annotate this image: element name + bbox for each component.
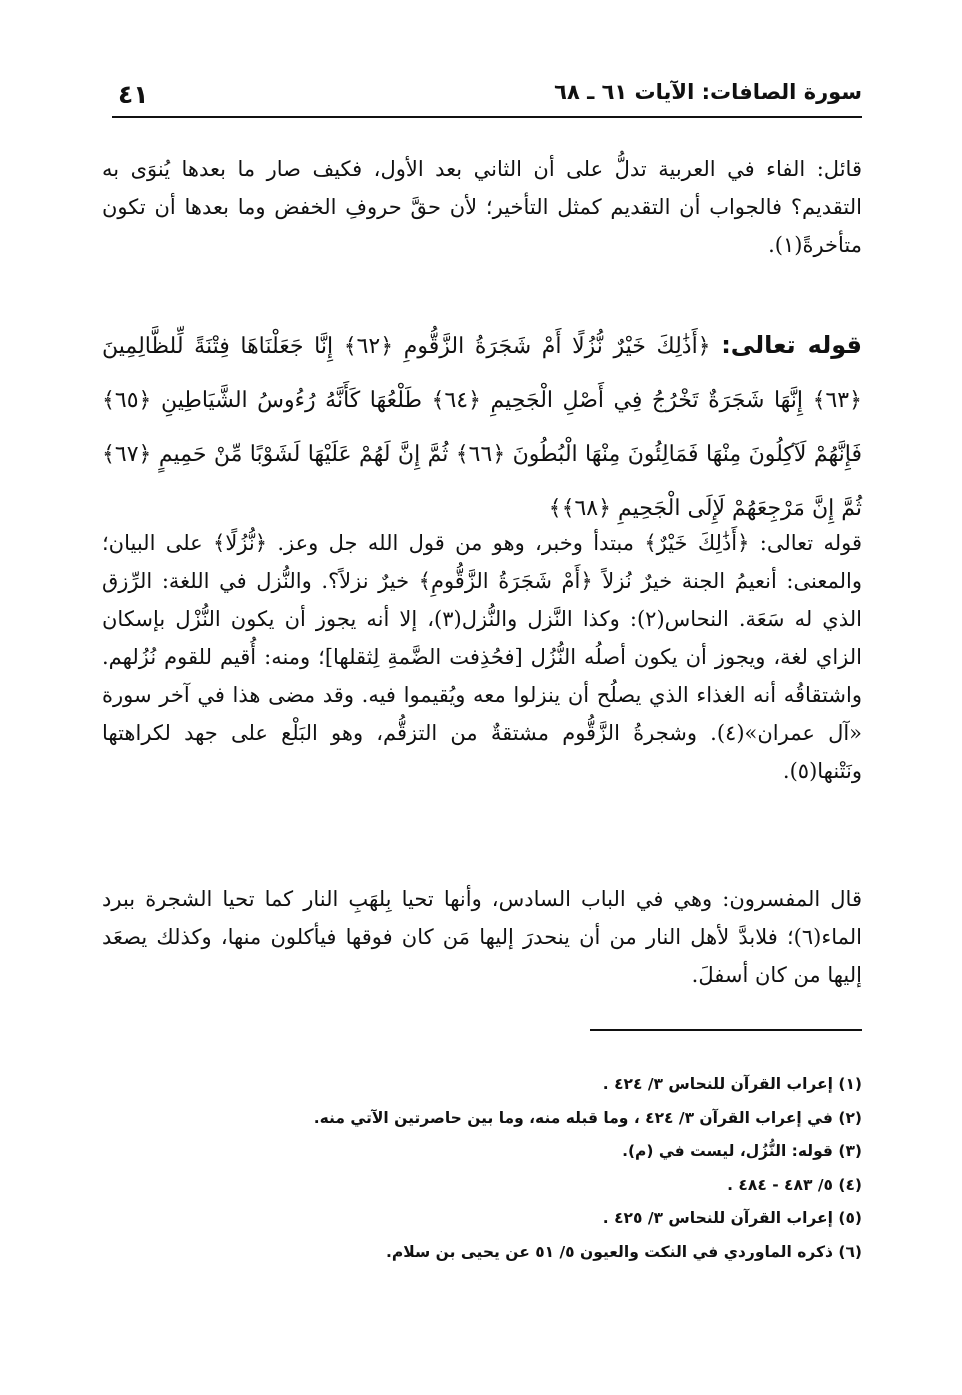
verse-text: ﴿أَذَٰلِكَ خَيْرٌ نُّزُلًا أَمْ شَجَرَةُ الزَّقُّومِ ﴿٦٢﴾ إِنَّا جَعَلْنَاهَا فِتْنَةً لِّلظَّالِمِينَ ﴿٦٣﴾ إِنَّهَا شَجَرَةٌ تَخْرُجُ فِي أَصْلِ الْجَحِيمِ ﴿٦٤﴾ طَلْعُهَا كَأَنَّهُ رُءُوسُ الشَّيَاطِينِ ﴿٦٥﴾ فَإِنَّهُمْ لَآكِلُونَ مِنْهَا فَمَالِئُونَ مِنْهَا الْبُطُونَ ﴿٦٦﴾ ثُمَّ إِنَّ لَهُمْ عَلَيْهَا لَشَوْبًا مِّنْ حَمِيمٍ ﴿٦٧﴾ ثُمَّ إِنَّ مَرْجِعَهُمْ لَإِلَى الْجَحِيمِ ﴿٦٨﴾﴾ <box>102 334 862 521</box>
footnote-item: (٣) قوله: النُّزُل، ليست في (م). <box>622 1142 862 1160</box>
verse-lead: قوله تعالى: <box>721 331 862 359</box>
quran-verse-block <box>102 318 862 536</box>
footnote-item: (٤) ٥/ ٤٨٣ - ٤٨٤ . <box>727 1175 862 1194</box>
footnote-separator <box>590 1029 862 1031</box>
paragraph-commentary: قوله تعالى: ﴿أَذَٰلِكَ خَيْرٌ﴾ مبتدأ وخبر، وهو من قول الله جل وعز. ﴿نُّزُلًا﴾ على البيان؛ والمعنى: أنعيمُ الجنة خيرٌ نُزلاً ﴿أَمْ شَجَرَةُ الزَّقُّومِ﴾ خيرٌ نزلاً؟. والنُّزل في اللغة: الرِّزق الذي له سَعَة. النحاس(٢): وكذا النَّزل والنُّزل(٣)، إلا أنه يجوز أن يكون النُّزْل بإسكان الزاي لغة، ويجوز أن يكون أصلُه النُّزُل [فحُذِفت الضَّمةِ لِثقلها]؛ ومنه: أُقيم للقوم نُزُلهم. واشتقاقُه أنه الغذاء الذي يصلُح أن ينزلوا معه ويُقيموا فيه. وقد مضى هذا في آخر سورة «آل عمران»(٤). وشجرةُ الزَّقُّوم مشتقةٌ من التزقُّم، وهو البَلْع على جهد لكراهتها ونَتْنها(٥). <box>102 531 863 783</box>
page-number: ٤١ <box>118 80 149 109</box>
running-header <box>112 70 862 118</box>
footnotes <box>102 1068 862 1269</box>
paragraph-interpreters: قال المفسرون: وهي في الباب السادس، وأنها تحيا بِلهَبِ النار كما تحيا الشجرة ببرد الماء(٦)؛ فلابدَّ لأهل النار من أن ينحدرَ إليها مَن كان فوقها فيأكلون منها، وكذلك يصعَد إليها من كان أسفلَ. <box>102 887 862 987</box>
footnote-item: (٢) في إعراب القرآن ٣/ ٤٢٤ ، وما قبله منه، وما بين حاصرتين الآتي منه. <box>313 1108 862 1127</box>
header-title: سورة الصافات: الآيات ٦١ ـ ٦٨ <box>554 80 862 104</box>
paragraph-intro: قائل: الفاء في العربية تدلُّ على أن الثاني بعد الأول، فكيف صار ما بعدها يُنوَى به التقديم؟ فالجواب أن التقديم كمثل التأخير؛ لأن حقَّ حروفِ الخفض وما بعدها أن تكون متأخرةً(١). <box>102 157 862 257</box>
footnote-item: (٦) ذكره الماوردي في النكت والعيون ٥/ ٥١ عن يحيى بن سلام. <box>386 1242 862 1261</box>
footnote-item: (٥) إعراب القرآن للنحاس ٣/ ٤٢٥ . <box>602 1209 862 1227</box>
footnote-item: (١) إعراب القرآن للنحاس ٣/ ٤٢٤ . <box>602 1075 862 1093</box>
